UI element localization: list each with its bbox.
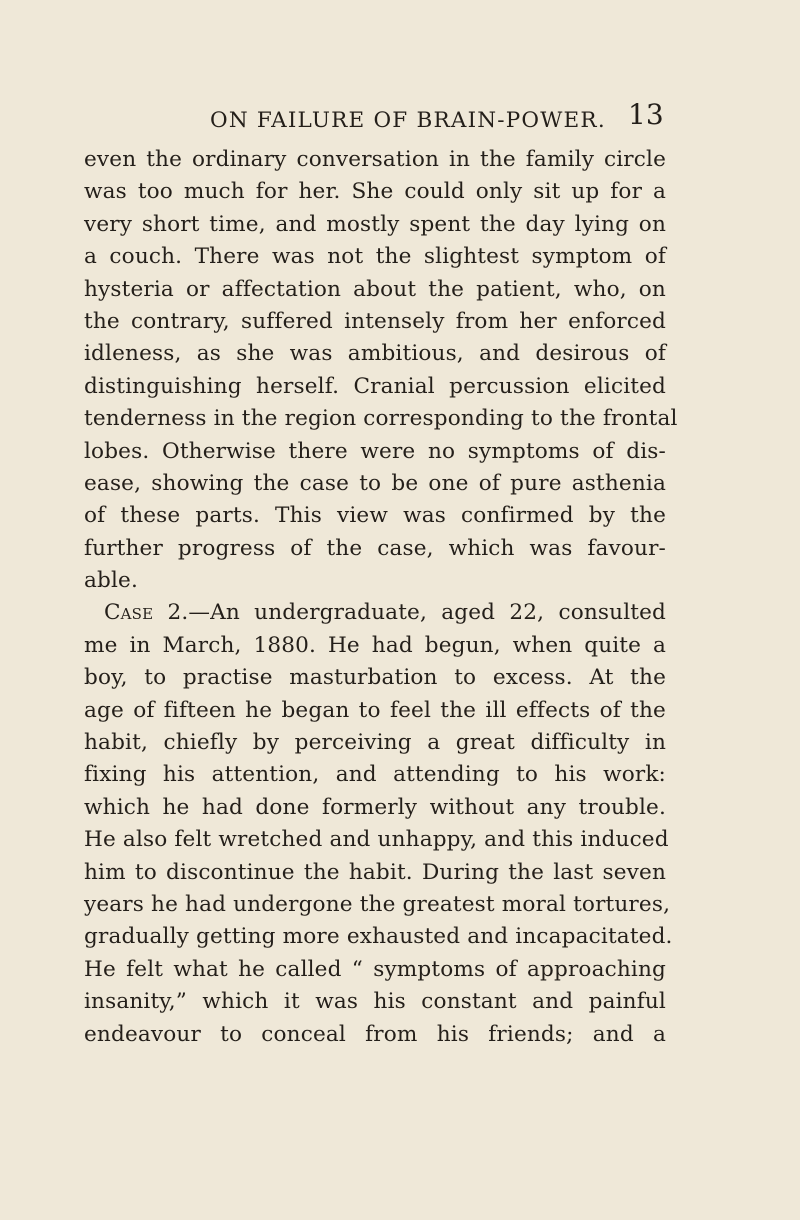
text-line: very short time, and mostly spent the day lying on bbox=[84, 211, 666, 237]
text-line: He also felt wretched and unhappy, and this induced bbox=[84, 827, 669, 853]
text-line: ease, showing the case to be one of pure asthenia bbox=[84, 470, 666, 496]
text-line: of these parts. This view was confirmed by the bbox=[84, 503, 666, 529]
text-line: age of fifteen he began to feel the ill effects of the bbox=[84, 697, 666, 723]
text-line: hysteria or affectation about the patient, who, on bbox=[84, 276, 666, 302]
text-line: insanity,” which it was his constant and painful bbox=[84, 989, 666, 1015]
text-line: gradually getting more exhausted and incapacitated. bbox=[84, 924, 673, 950]
page-number: 13 bbox=[628, 98, 664, 131]
text-line: lobes. Otherwise there were no symptoms of dis- bbox=[84, 438, 666, 464]
case-label: Case bbox=[104, 600, 154, 626]
case-heading-line bbox=[84, 597, 666, 629]
text-line: idleness, as she was ambitious, and desirous of bbox=[84, 341, 666, 367]
text-line: boy, to practise masturbation to excess. At the bbox=[84, 665, 666, 691]
text-line: a couch. There was not the slightest symptom of bbox=[84, 244, 666, 270]
body-text bbox=[84, 144, 678, 1051]
text-line: He felt what he called “ symptoms of approaching bbox=[84, 956, 666, 982]
text-line: distinguishing herself. Cranial percussion elicited bbox=[84, 373, 666, 399]
text-line: years he had undergone the greatest moral tortures, bbox=[84, 891, 671, 917]
text-line: me in March, 1880. He had begun, when quite a bbox=[84, 632, 666, 658]
text-line: endeavour to conceal from his friends; and a bbox=[84, 1021, 666, 1047]
text-line: tenderness in the region corresponding to the frontal bbox=[84, 406, 678, 432]
case-line-text: 2.—An undergraduate, aged 22, consulted bbox=[167, 600, 666, 626]
text-line: further progress of the case, which was favour- bbox=[84, 535, 666, 561]
text-line: which he had done formerly without any trouble. bbox=[84, 794, 666, 820]
running-title: ON FAILURE OF BRAIN-POWER. bbox=[210, 108, 606, 133]
text-line: even the ordinary conversation in the family circle bbox=[84, 147, 666, 172]
text-line: habit, chiefly by perceiving a great difficulty in bbox=[84, 730, 666, 756]
text-line: the contrary, suffered intensely from her enforced bbox=[84, 308, 666, 334]
text-line: fixing his attention, and attending to his work: bbox=[84, 762, 666, 788]
text-line: able. bbox=[84, 568, 138, 594]
text-line: was too much for her. She could only sit up for a bbox=[84, 179, 666, 205]
text-line: him to discontinue the habit. During the last seven bbox=[84, 859, 666, 885]
